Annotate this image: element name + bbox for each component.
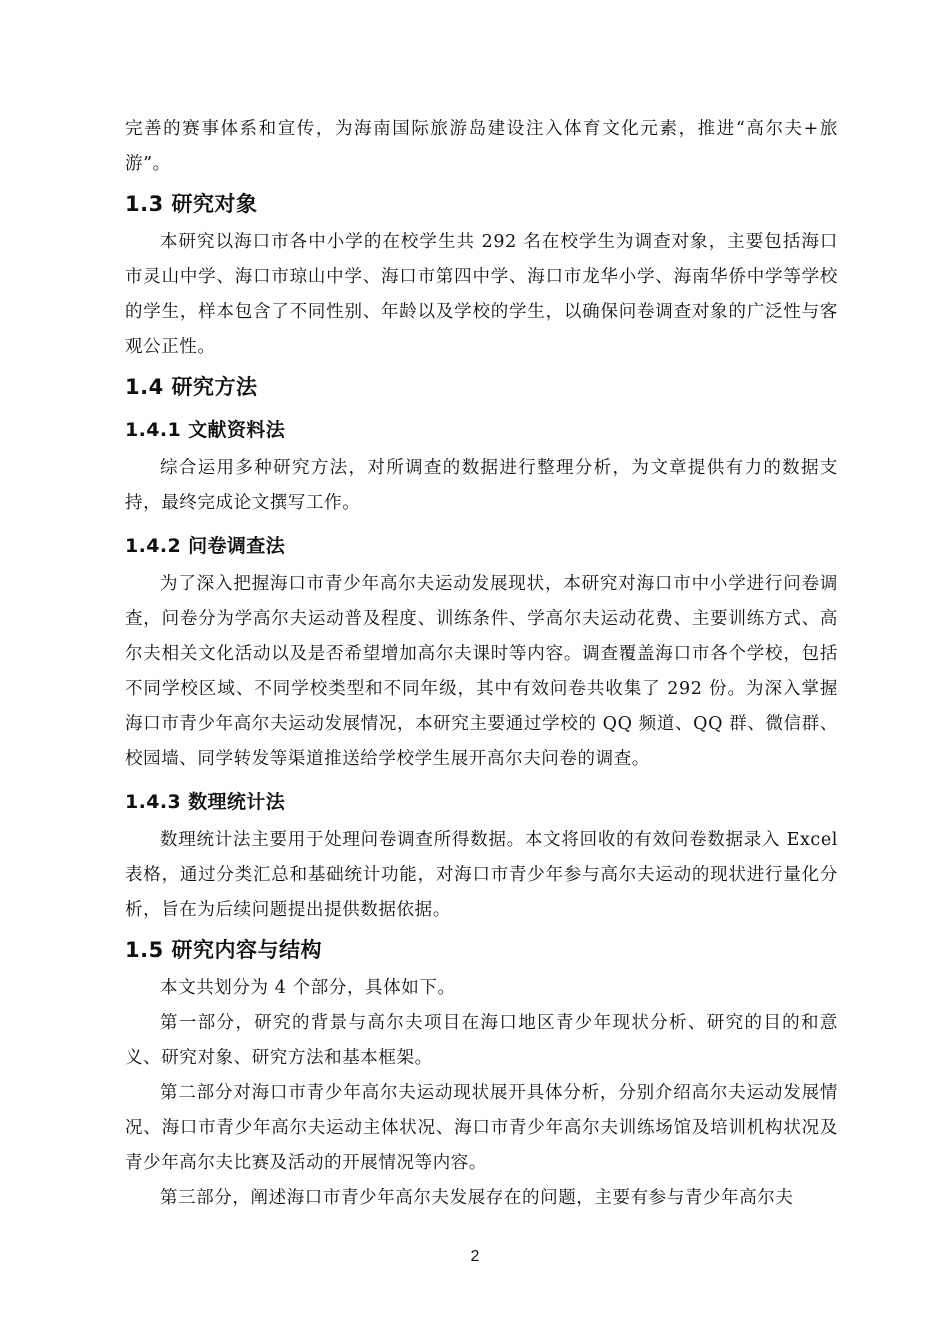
heading-1-3: 1.3 研究对象 <box>125 192 258 216</box>
paragraph-questionnaire-method: 为了深入把握海口市青少年高尔夫运动发展现状，本研究对海口市中小学进行问卷调查，问卷分为学高尔夫运动普及程度、训练条件、学高尔夫运动花费、主要训练方式、高尔夫相关文化活动以及是否希望增加高尔夫课时等内容。调查覆盖海口市各个学校，包括不同学校区域、不同学校类型和不同年级，其中有效问卷共收集了 292 份。为深入掌握海口市青少年高尔夫运动发展情况，本研究主要通过学校的 QQ 频道、QQ 群、微信群、校园墙、同学转发等渠道推送给学校学生展开高尔夫问卷的调查。 <box>125 574 838 769</box>
paragraph-literature-method: 综合运用多种研究方法，对所调查的数据进行整理分析，为文章提供有力的数据支持，最终完成论文撰写工作。 <box>125 458 838 513</box>
heading-1-4: 1.4 研究方法 <box>125 375 258 399</box>
page-number: 2 <box>470 1248 480 1265</box>
heading-1-4-1: 1.4.1 文献资料法 <box>125 419 286 441</box>
paragraph-part-three: 第三部分，阐述海口市青少年高尔夫发展存在的问题，主要有参与青少年高尔夫 <box>160 1188 794 1208</box>
paragraph-part-one: 第一部分，研究的背景与高尔夫项目在海口地区青少年现状分析、研究的目的和意义、研究对象、研究方法和基本框架。 <box>125 1013 838 1068</box>
paragraph-part-two: 第二部分对海口市青少年高尔夫运动现状展开具体分析，分别介绍高尔夫运动发展情况、海口市青少年高尔夫运动主体状况、海口市青少年高尔夫训练场馆及培训机构状况及青少年高尔夫比赛及活动的开展情况等内容。 <box>125 1083 838 1173</box>
paragraph-statistics-method: 数理统计法主要用于处理问卷调查所得数据。本文将回收的有效问卷数据录入 Excel 表格，通过分类汇总和基础统计功能，对海口市青少年参与高尔夫运动的现状进行量化分析，旨在为后续问题提出提供数据依据。 <box>125 830 838 920</box>
paragraph-structure-intro: 本文共划分为 4 个部分，具体如下。 <box>160 978 456 998</box>
paragraph-continuation: 完善的赛事体系和宣传，为海南国际旅游岛建设注入体育文化元素，推进“高尔夫+旅游”。 <box>125 119 838 174</box>
heading-1-4-2: 1.4.2 问卷调查法 <box>125 535 286 557</box>
heading-1-5: 1.5 研究内容与结构 <box>125 938 323 962</box>
page-body <box>125 112 838 1216</box>
paragraph-research-subjects: 本研究以海口市各中小学的在校学生共 292 名在校学生为调查对象，主要包括海口市灵山中学、海口市琼山中学、海口市第四中学、海口市龙华小学、海南华侨中学等学校的学生，样本包含了不同性别、年龄以及学校的学生，以确保问卷调查对象的广泛性与客观公正性。 <box>125 232 838 357</box>
heading-1-4-3: 1.4.3 数理统计法 <box>125 791 286 813</box>
